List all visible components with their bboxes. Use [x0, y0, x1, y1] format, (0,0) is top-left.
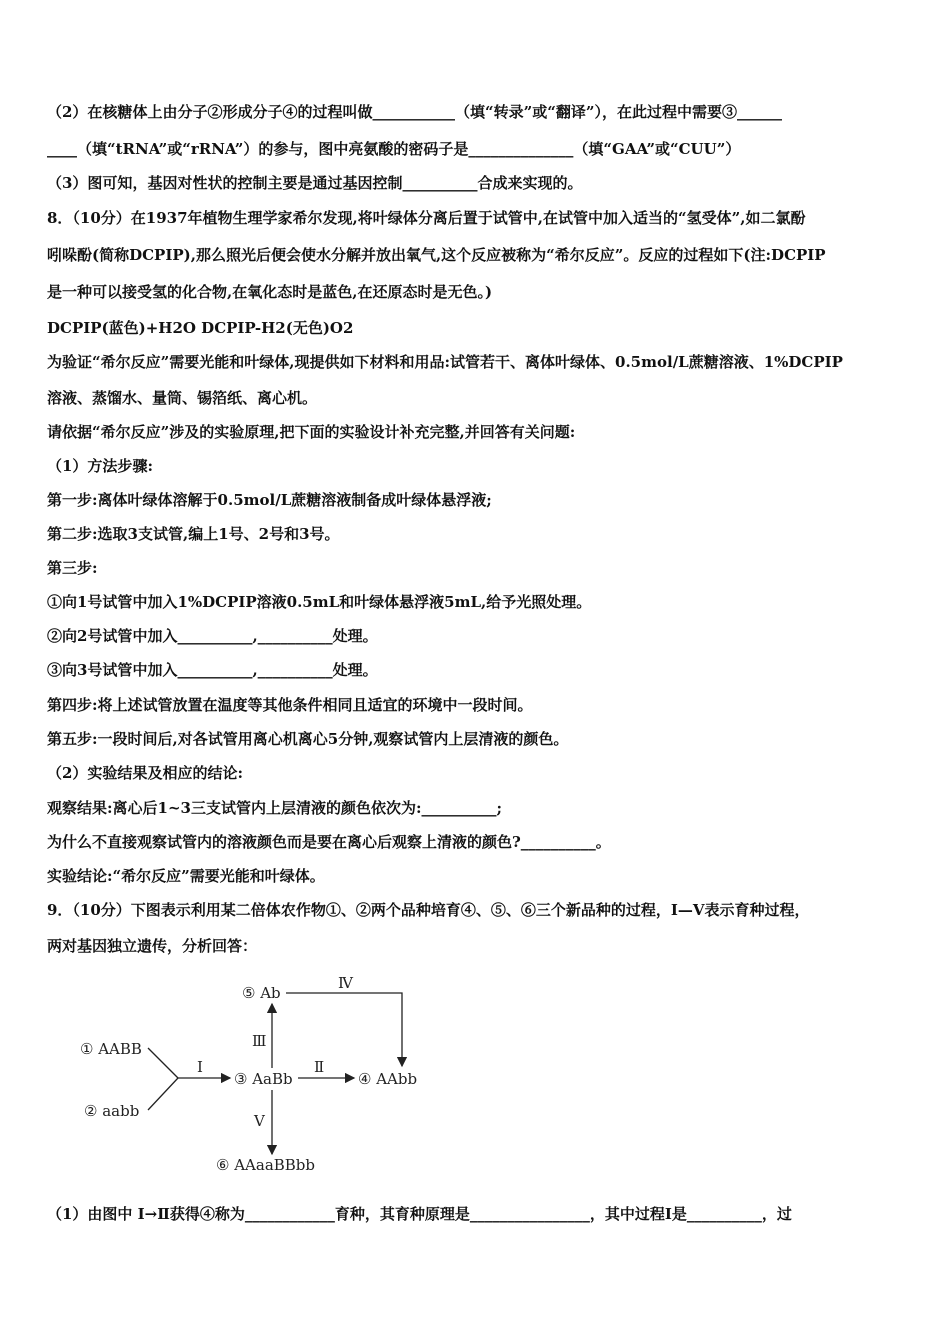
q8-intro-line2: 吲哚酚(简称DCPIP),那么照光后便会使水分解并放出氧气,这个反应被称为“希尔反应”。反应的过程如下(注:DCPIP	[47, 246, 826, 264]
node-1: ① AABB	[80, 1040, 142, 1058]
arrow-IV	[286, 993, 402, 1066]
label-III: Ⅲ	[252, 1032, 267, 1050]
reaction-equation: DCPIP(蓝色)+H2O DCPIP-H2(无色)O2	[47, 319, 354, 337]
q7-part2-line1: （2）在核糖体上由分子②形成分子④的过程叫做___________（填“转录”或“翻译”），在此过程中需要③______	[47, 103, 782, 121]
q8-intro-line3: 是一种可以接受氢的化合物,在氧化态时是蓝色,在还原态时是无色。)	[47, 283, 493, 301]
step-1: 第一步:离体叶绿体溶解于0.5mol/L蔗糖溶液制备成叶绿体悬浮液;	[47, 491, 492, 509]
node-6: ⑥ AAaaBBbb	[216, 1156, 316, 1174]
line-2-to-junction	[148, 1078, 178, 1110]
q9-part1: （1）由图中 Ⅰ→Ⅱ获得④称为____________育种，其育种原理是________________，其中过程Ⅰ是__________，过	[47, 1205, 792, 1223]
line-1-to-junction	[148, 1048, 178, 1078]
label-IV: Ⅳ	[338, 974, 353, 992]
q7-part2-line2: ____（填“tRNA”或“rRNA”）的参与，图中亮氨酸的密码子是______________（填“GAA”或“CUU”）	[47, 140, 741, 158]
node-3: ③ AaBb	[234, 1070, 293, 1088]
node-4: ④ AAbb	[358, 1070, 418, 1088]
step-3: 第三步:	[47, 559, 98, 577]
q7-part3: （3）图可知，基因对性状的控制主要是通过基因控制__________合成来实现的。	[47, 174, 583, 192]
step-3-tube-2: ②向2号试管中加入__________,__________处理。	[47, 627, 378, 645]
q8-part1-heading: （1）方法步骤:	[47, 457, 153, 475]
node-5: ⑤ Ab	[242, 984, 281, 1002]
node-2: ② aabb	[84, 1102, 140, 1120]
q8-intro-line1: 8．（10分）在1937年植物生理学家希尔发现,将叶绿体分离后置于试管中,在试管中加入适当的“氢受体”,如二氯酚	[47, 209, 806, 227]
q8-materials-line2: 溶液、蒸馏水、量筒、锡箔纸、离心机。	[47, 389, 318, 407]
step-5: 第五步:一段时间后,对各试管用离心机离心5分钟,观察试管内上层清液的颜色。	[47, 730, 569, 748]
breeding-diagram	[70, 968, 470, 1183]
label-I: Ⅰ	[197, 1058, 203, 1076]
label-V: Ⅴ	[254, 1112, 265, 1130]
step-2: 第二步:选取3支试管,编上1号、2号和3号。	[47, 525, 340, 543]
step-3-tube-1: ①向1号试管中加入1%DCPIP溶液0.5mL和叶绿体悬浮液5mL,给予光照处理。	[47, 593, 592, 611]
step-4: 第四步:将上述试管放置在温度等其他条件相同且适宜的环境中一段时间。	[47, 696, 533, 714]
q8-materials-line1: 为验证“希尔反应”需要光能和叶绿体,现提供如下材料和用品:试管若干、离体叶绿体、0.5mol/L蔗糖溶液、1%DCPIP	[47, 353, 843, 371]
experiment-conclusion: 实验结论:“希尔反应”需要光能和叶绿体。	[47, 867, 325, 885]
q8-instruction: 请依据“希尔反应”涉及的实验原理,把下面的实验设计补充完整,并回答有关问题:	[47, 423, 576, 441]
q9-intro-line1: 9．（10分）下图表示利用某二倍体农作物①、②两个品种培育④、⑤、⑥三个新品种的过程，Ⅰ—Ⅴ表示育种过程，	[47, 901, 810, 919]
observation-result: 观察结果:离心后1~3三支试管内上层清液的颜色依次为:__________;	[47, 799, 503, 817]
q8-part2-heading: （2）实验结果及相应的结论:	[47, 764, 243, 782]
q9-intro-line2: 两对基因独立遗传，分析回答：	[47, 937, 258, 955]
label-II: Ⅱ	[314, 1058, 325, 1076]
centrifuge-question: 为什么不直接观察试管内的溶液颜色而是要在离心后观察上清液的颜色?__________。	[47, 833, 611, 851]
step-3-tube-3: ③向3号试管中加入__________,__________处理。	[47, 661, 378, 679]
